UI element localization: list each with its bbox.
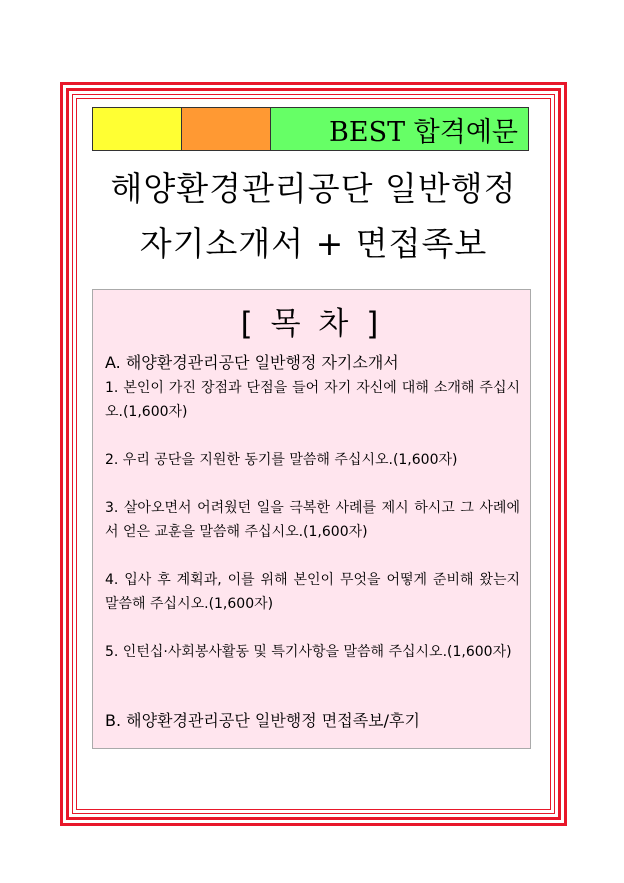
table-of-contents bbox=[92, 289, 531, 749]
document-title: 해양환경관리공단 일반행정 bbox=[110, 169, 517, 208]
banner-orange-cell bbox=[182, 108, 271, 150]
toc-item-3: 3. 살아오면서 어려웠던 일을 극복한 사례를 제시 하시고 그 사례에서 얻은 교훈을 말씀해 주십시오.(1,600자) bbox=[105, 500, 520, 540]
toc-section-b: B. 해양환경관리공단 일반행정 면접족보/후기 bbox=[105, 711, 420, 730]
toc-heading: [ 목 차 ] bbox=[240, 306, 383, 342]
toc-item-5: 5. 인턴십·사회봉사활동 및 특기사항을 말씀해 주십시오.(1,600자) bbox=[105, 644, 512, 660]
toc-item-4: 4. 입사 후 계획과, 이를 위해 본인이 무엇을 어떻게 준비해 왔는지 말씀해 주십시오.(1,600자) bbox=[105, 572, 520, 612]
best-banner bbox=[92, 107, 529, 151]
toc-section-a: A. 해양환경관리공단 일반행정 자기소개서 bbox=[105, 353, 399, 372]
toc-item-1: 1. 본인이 가진 장점과 단점을 들어 자기 자신에 대해 소개해 주십시오.(1,600자) bbox=[105, 380, 520, 420]
banner-yellow-cell bbox=[93, 108, 182, 150]
toc-item-2: 2. 우리 공단을 지원한 동기를 말씀해 주십시오.(1,600자) bbox=[105, 452, 458, 468]
document-subtitle: 자기소개서 + 면접족보 bbox=[139, 224, 488, 263]
banner-label: BEST 합격예문 bbox=[271, 108, 528, 150]
